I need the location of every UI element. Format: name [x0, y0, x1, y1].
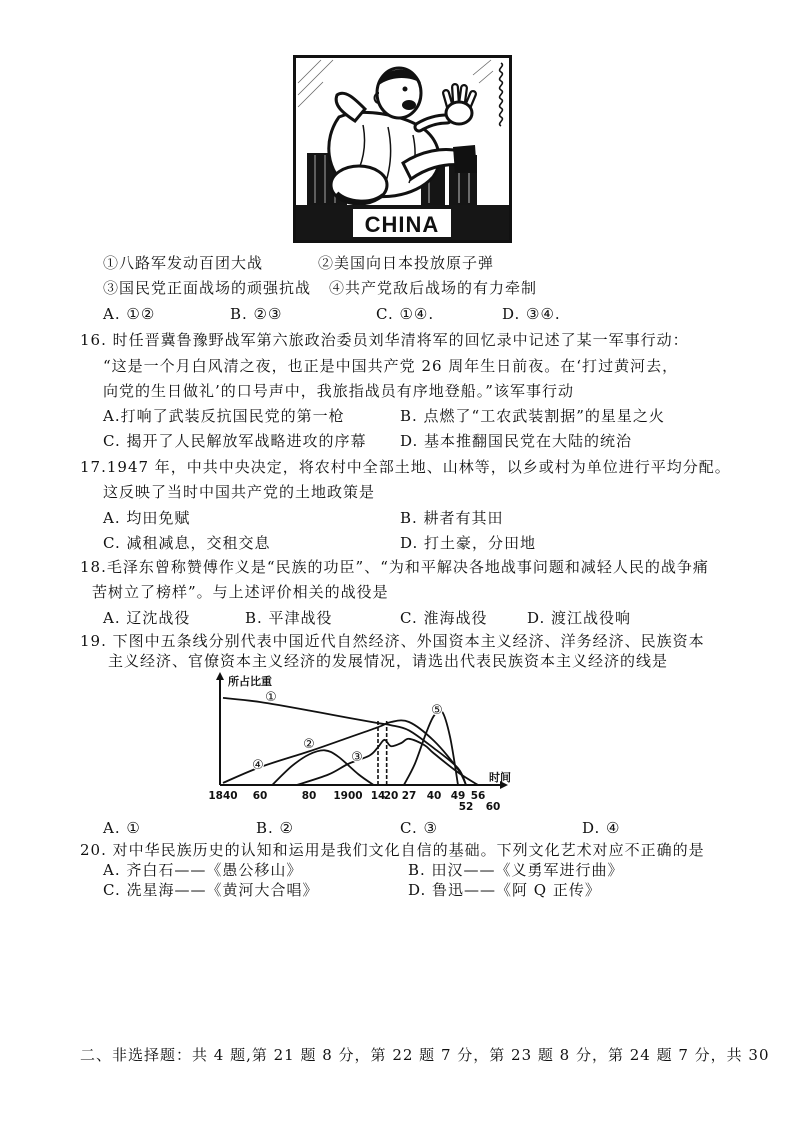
q20-stem-line: 20. 对中华民族历史的认知和运用是我们文化自信的基础。下列文化艺术对应不正确的是: [80, 841, 705, 859]
figure-boot: [453, 145, 477, 173]
q16-stem-line: 向党的生日做礼’的口号声中，我旅指战员有序地登船。”该军事行动: [103, 382, 574, 400]
x-axis-label: 时间: [489, 771, 511, 784]
q16-stem-line: “这是一个月白风清之夜，也正是中国共产党 26 周年生日前夜。在‘打过黄河去，: [103, 357, 679, 375]
x-tick-label: 49: [450, 790, 466, 802]
x-tick-label: 52: [458, 801, 474, 813]
q18-choice-a: A. 辽沈战役: [103, 609, 191, 627]
cartoon-illustration: [293, 55, 512, 243]
y-axis-arrow: [216, 672, 224, 680]
series-line-5: [404, 710, 458, 785]
series-line-4: [223, 720, 466, 785]
series-label-2: ②: [303, 737, 315, 752]
q20-choice-d: D. 鲁迅——《阿 Q 正传》: [408, 881, 601, 899]
x-tick-label: 80: [301, 790, 317, 802]
q18-choice-c: C. 淮海战役: [400, 609, 488, 627]
figure-eye: [403, 87, 408, 92]
x-tick-label: 40: [426, 790, 442, 802]
q18-choice-b: B. 平津战役: [245, 609, 333, 627]
q19-choice-a: A. ①: [103, 819, 141, 837]
x-tick-label: 20: [383, 790, 399, 802]
q18-stem-line: 苦树立了榜样”。与上述评价相关的战役是: [92, 583, 389, 601]
x-tick-label: 27: [401, 790, 417, 802]
q15-statement-4: ④共产党敌后战场的有力牵制: [329, 279, 538, 297]
y-axis-label: 所占比重: [228, 675, 272, 688]
q19-stem-line: 19. 下图中五条线分别代表中国近代自然经济、外国资本主义经济、洋务经济、民族资本: [80, 632, 705, 650]
series-label-5: ⑤: [431, 703, 443, 718]
q16-choice-d: D. 基本推翻国民党在大陆的统治: [400, 432, 633, 450]
q15-statement-3: ③国民党正面战场的顽强抗战: [103, 279, 312, 297]
q16-choice-b: B. 点燃了“工农武装割据”的星星之火: [400, 407, 665, 425]
reference-lines: [378, 720, 387, 785]
x-tick-label: 60: [252, 790, 268, 802]
q19-stem-line: 主义经济、官僚资本主义经济的发展情况，请选出代表民族资本主义经济的线是: [108, 652, 669, 670]
figure-mouth: [402, 100, 416, 110]
x-tick-labels: [208, 790, 500, 813]
q16-choice-c: C. 揭开了人民解放军战略进攻的序幕: [103, 432, 367, 450]
cartoon-caption: CHINA: [364, 212, 440, 237]
q18-choice-d: D. 渡江战役响: [527, 609, 632, 627]
q16-stem-line: 16. 时任晋冀鲁豫野战军第六旅政治委员刘华清将军的回忆录中记述了某一军事行动：: [80, 331, 689, 349]
q17-choice-a: A. 均田免赋: [103, 509, 191, 527]
q16-choice-a: A.打响了武装反抗国民党的第一枪: [103, 407, 345, 425]
x-tick-label: 14: [370, 790, 386, 802]
q20-choice-c: C. 冼星海——《黄河大合唱》: [103, 881, 319, 899]
section-heading: 二、非选择题：共 4 题,第 21 题 8 分，第 22 题 7 分，第 23 题 8 分，第 24 题 7 分，共 30: [80, 1046, 770, 1064]
q20-choice-a: A. 齐白石——《愚公移山》: [103, 861, 303, 879]
q17-choice-c: C. 减租减息，交租交息: [103, 534, 271, 552]
x-tick-label: 60: [485, 801, 501, 813]
q18-stem-line: 18.毛泽东曾称赞傅作义是“民族的功臣”、“为和平解决各地战事问题和减轻人民的战争痛: [80, 558, 709, 576]
x-tick-label: 1900: [333, 790, 363, 802]
q19-choice-c: C. ③: [400, 819, 438, 837]
q19-choice-d: D. ④: [582, 819, 621, 837]
q15-choice-b: B. ②③: [230, 305, 283, 323]
series-label-1: ①: [265, 690, 277, 705]
q15-choice-c: C. ①④.: [376, 305, 435, 323]
series-label-4: ④: [252, 758, 264, 773]
q17-stem-line: 这反映了当时中国共产党的土地政策是: [103, 483, 376, 501]
q15-choice-d: D. ③④.: [502, 305, 561, 323]
x-tick-label: 56: [470, 790, 486, 802]
q15-statement-2: ②美国向日本投放原子弹: [318, 254, 495, 272]
q17-choice-d: D. 打土豪，分田地: [400, 534, 537, 552]
q20-choice-b: B. 田汉——《义勇军进行曲》: [408, 861, 624, 879]
x-tick-label: 1840: [208, 790, 238, 802]
q19-choice-b: B. ②: [256, 819, 295, 837]
q17-choice-b: B. 耕者有其田: [400, 509, 504, 527]
q17-stem-line: 17.1947 年，中共中央决定，将农村中全部土地、山林等，以乡或村为单位进行平均分配。: [80, 458, 731, 476]
q15-choice-a: A. ①②: [103, 305, 156, 323]
series-label-3: ③: [351, 750, 363, 765]
q15-statement-1: ①八路军发动百团大战: [103, 254, 264, 272]
economy-line-chart: [200, 668, 520, 818]
